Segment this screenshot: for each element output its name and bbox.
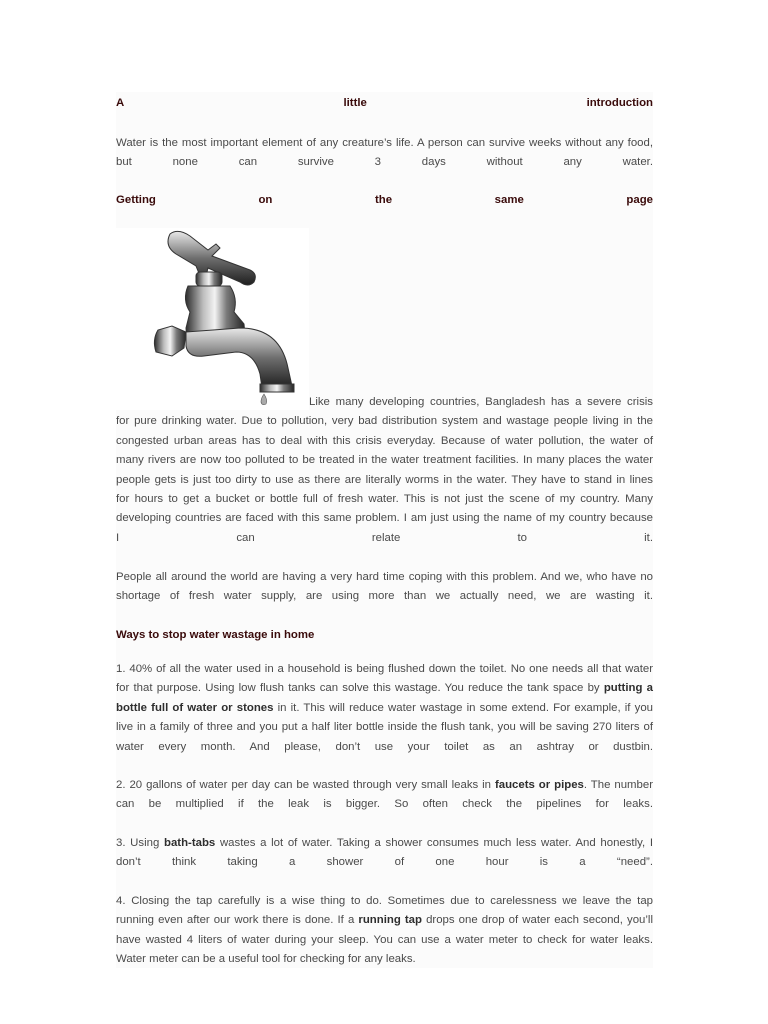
tip-1-text: in it. This will reduce water wastage in some extend. For example, if you [273,701,653,714]
tip-3-text: 3. Using [116,837,164,849]
faucet-image [116,228,309,410]
tip-4-line-2 [116,911,653,930]
tip-2-line-2: can be multiplied if the leak is bigger. So often check the pipelines for leaks. [116,798,653,811]
tip-4-text: running even after our work there is done. If a [116,914,359,927]
bangladesh-line-8: I can relate to it. [116,531,653,544]
tip-4-line-4: Water meter can be a useful tool for checking for any leaks. [116,953,416,966]
intro-line-1: Water is the most important element of any creature’s life. A person can survive weeks without any food, [116,137,653,149]
tip-1 [116,660,653,757]
tip-2 [116,776,653,815]
heading-same-page: Getting on the same page [116,194,653,206]
tip-2-line-1 [116,776,653,795]
tip-4-text: drops one drop of water each second, you’ll [421,914,653,927]
tip-1-line-3 [116,699,653,718]
world-line-1: People all around the world are having a very hard time coping with this problem. And we, who have no [116,571,653,583]
heading-ways: Ways to stop water wastage in home [116,629,315,641]
world-line-2: shortage of fresh water supply, are using more than we actually need, we are wasting it. [116,590,653,603]
tip-3 [116,834,653,873]
tip-4-line-3: have wasted 4 liters of water during your sleep. You can use a water meter to check for water leaks. [116,933,653,946]
bangladesh-line-5: people gets is just too dirty to use as there are literally worms in the water. They have to stand in lines [116,473,653,486]
tip-4-line-1: 4. Closing the tap carefully is a wise thing to do. Sometimes due to carelessness we leave the tap [116,895,653,907]
tip-1-line-5: water every month. And please, don’t use your toilet as an ashtray or dustbin. [116,740,653,753]
bangladesh-paragraph [116,393,653,548]
tip-1-text: for that purpose. Using low flush tanks can solve this wastage. You reduce the tank space by [116,682,604,695]
tip-4 [116,892,653,970]
tip-3-emphasis: bath-tabs [164,837,216,849]
heading-introduction: A little introduction [116,97,653,109]
tip-1-line-2 [116,679,653,698]
tip-2-text: 2. 20 gallons of water per day can be wasted through very small leaks in [116,779,495,791]
tip-3-text: wastes a lot of water. Taking a shower consumes much less water. And honestly, I [215,837,653,849]
world-paragraph [116,568,653,607]
bangladesh-line-6: for hours to get a bucket or bottle full of fresh water. This is not just the scene of my country. Many [116,492,653,505]
bangladesh-line-4: many rivers are now too polluted to be treated in the water treatment facilities. In many places the water [116,454,653,467]
bangladesh-line-1: Like many developing countries, Bangladesh has a severe crisis [309,396,653,408]
bangladesh-line-2: for pure drinking water. Due to pollution, very bad distribution system and wastage people living in the [116,415,653,428]
intro-line-2: but none can survive 3 days without any water. [116,156,653,169]
intro-paragraph [116,134,653,173]
bangladesh-line-3: congested urban areas has to deal with this crisis everyday. Because of water pollution, the water of [116,434,653,447]
tip-1-line-4: live in a family of three and you put a half liter bottle inside the flush tank, you will be saving 270 liters of [116,721,653,734]
tip-1-line-1: 1. 40% of all the water used in a household is being flushed down the toilet. No one needs all that water [116,663,653,675]
tip-1-emphasis-a: putting a [603,682,653,695]
tip-1-emphasis-b: bottle full of water or stones [116,701,274,714]
bangladesh-line-7: developing countries are faced with this same problem. I am just using the name of my country because [116,512,653,525]
tip-2-emphasis: faucets or pipes [494,779,584,791]
tip-3-line-2: don’t think taking a shower of one hour is a “need”. [116,856,653,869]
tip-3-line-1 [116,834,653,853]
tip-2-text: . The number [583,779,653,791]
tip-4-emphasis: running tap [358,914,422,927]
